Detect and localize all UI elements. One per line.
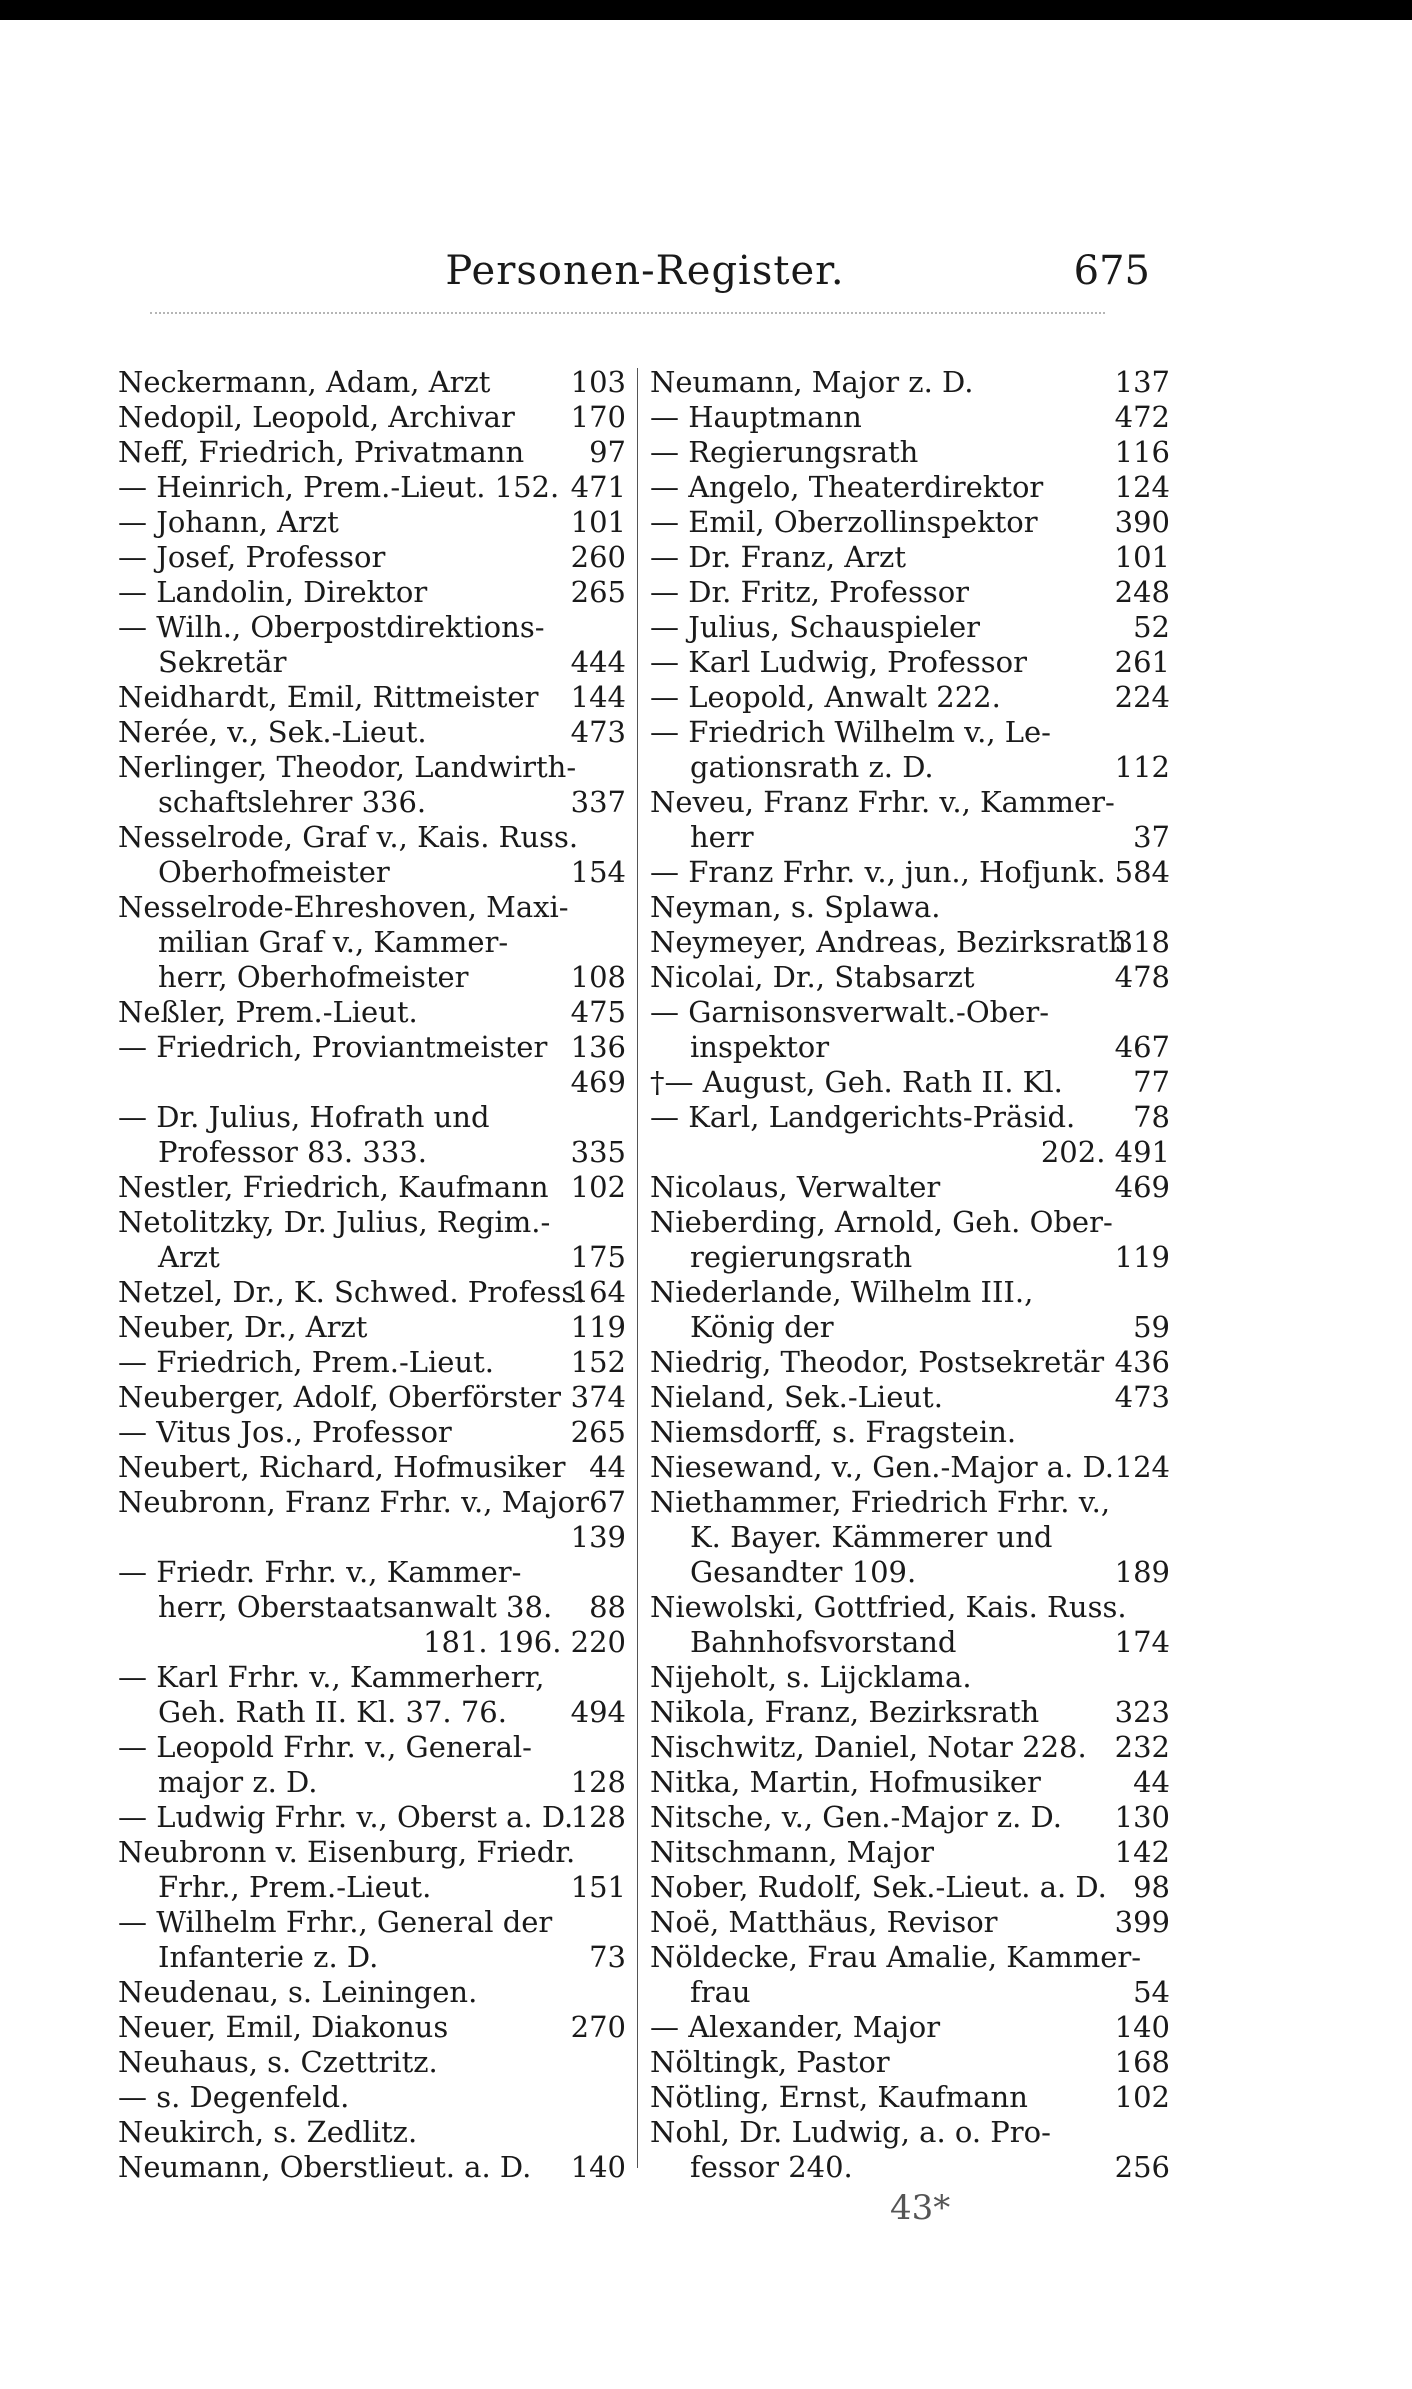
entry-pages: 119 — [570, 1310, 626, 1344]
entry-pages: 119 — [1114, 1240, 1170, 1274]
entry-name: Neßler, Prem.-Lieut. — [118, 995, 418, 1029]
entry-name: Neubronn, Franz Frhr. v., Major — [118, 1485, 590, 1519]
index-entry — [650, 1835, 1170, 1870]
index-entry — [118, 1275, 626, 1310]
index-entry — [118, 1660, 626, 1730]
entry-name: Nohl, Dr. Ludwig, a. o. Pro- — [650, 2115, 1051, 2149]
entry-name: — Friedrich, Proviantmeister — [118, 1030, 548, 1064]
entry-pages: 140 — [570, 2150, 626, 2184]
entry-pages: 473 — [570, 715, 626, 749]
entry-name: Nitschmann, Major — [650, 1835, 934, 1869]
entry-pages: 323 — [1114, 1695, 1170, 1729]
index-entry — [118, 2045, 626, 2080]
entry-pages-continuation: 181. 196. 220 — [423, 1625, 626, 1659]
index-entry — [650, 1800, 1170, 1835]
index-entry — [650, 1940, 1170, 2010]
entry-continuation: Arzt — [158, 1240, 220, 1274]
index-entry — [650, 1205, 1170, 1275]
index-entry — [650, 1870, 1170, 1905]
entry-name: Nerée, v., Sek.-Lieut. — [118, 715, 427, 749]
entry-pages: 399 — [1114, 1905, 1170, 1939]
entry-name: — Ludwig Frhr. v., Oberst a. D. — [118, 1800, 574, 1834]
entry-name: Nedopil, Leopold, Archivar — [118, 400, 515, 434]
entry-pages: 130 — [1114, 1800, 1170, 1834]
index-entry — [118, 1205, 626, 1275]
entry-pages: 97 — [589, 435, 626, 469]
index-entry — [650, 1730, 1170, 1765]
entry-pages: 124 — [1114, 470, 1170, 504]
index-entry — [118, 1485, 626, 1520]
entry-name: Netolitzky, Dr. Julius, Regim.- — [118, 1205, 551, 1239]
index-entry — [650, 610, 1170, 645]
entry-pages: 108 — [570, 960, 626, 994]
entry-pages: 494 — [570, 1695, 626, 1729]
index-entry — [650, 2115, 1170, 2185]
index-entry — [118, 1800, 626, 1835]
entry-continuation: Frhr., Prem.-Lieut. — [158, 1870, 432, 1904]
entry-continuation: Infanterie z. D. — [158, 1940, 379, 1974]
index-entry — [650, 1905, 1170, 1940]
index-entry — [118, 2010, 626, 2045]
entry-name: Nicolai, Dr., Stabsarzt — [650, 960, 975, 994]
entry-name: Nieland, Sek.-Lieut. — [650, 1380, 943, 1414]
entry-name: Neukirch, s. Zedlitz. — [118, 2115, 418, 2149]
entry-pages: 137 — [1114, 365, 1170, 399]
entry-name: — Wilh., Oberpostdirektions- — [118, 610, 545, 644]
entry-pages: 59 — [1133, 1310, 1170, 1344]
entry-name: Nesselrode, Graf v., Kais. Russ. — [118, 820, 579, 854]
index-entry — [650, 2080, 1170, 2115]
entry-pages: 37 — [1133, 820, 1170, 854]
entry-pages-continued — [118, 1065, 626, 1100]
entry-pages: 189 — [1114, 1555, 1170, 1589]
entry-pages: 174 — [1114, 1625, 1170, 1659]
entry-continuation: fessor 240. — [690, 2150, 853, 2184]
entry-continuation: Gesandter 109. — [690, 1555, 917, 1589]
index-entry — [118, 1905, 626, 1975]
entry-pages: 318 — [1114, 925, 1170, 959]
entry-name: Neubert, Richard, Hofmusiker — [118, 1450, 566, 1484]
entry-pages: 260 — [570, 540, 626, 574]
entry-pages-continued — [118, 1520, 626, 1555]
entry-continuation: herr, Oberstaatsanwalt 38. — [158, 1590, 553, 1624]
entry-pages-continuation: 202. 491 — [1040, 1135, 1170, 1169]
page-number: 675 — [1073, 248, 1150, 294]
entry-name: — Leopold, Anwalt 222. — [650, 680, 1001, 714]
index-entry — [650, 890, 1170, 925]
entry-pages: 444 — [570, 645, 626, 679]
entry-name: Niederlande, Wilhelm III., — [650, 1275, 1034, 1309]
entry-name: — Karl, Landgerichts-Präsid. — [650, 1100, 1076, 1134]
entry-name: Neveu, Franz Frhr. v., Kammer- — [650, 785, 1115, 819]
entry-name: †— August, Geh. Rath II. Kl. — [650, 1065, 1063, 1099]
entry-name: Netzel, Dr., K. Schwed. Profess. — [118, 1275, 586, 1309]
entry-name: Neubronn v. Eisenburg, Friedr. — [118, 1835, 576, 1869]
index-entry — [650, 645, 1170, 680]
entry-pages: 128 — [570, 1765, 626, 1799]
right-column — [650, 365, 1170, 2185]
index-entry — [650, 400, 1170, 435]
entry-continuation: K. Bayer. Kämmerer und — [690, 1520, 1053, 1554]
index-entry — [650, 1485, 1170, 1590]
entry-pages: 73 — [589, 1940, 626, 1974]
entry-pages: 88 — [589, 1590, 626, 1624]
entry-name: Neuberger, Adolf, Oberförster — [118, 1380, 562, 1414]
entry-pages: 136 — [570, 1030, 626, 1064]
entry-name: — Emil, Oberzollinspektor — [650, 505, 1038, 539]
header-divider — [150, 312, 1105, 314]
entry-name: — s. Degenfeld. — [118, 2080, 350, 2114]
index-entry — [118, 1975, 626, 2010]
entry-name: Nitka, Martin, Hofmusiker — [650, 1765, 1041, 1799]
index-entry — [118, 2115, 626, 2150]
index-entry — [118, 1450, 626, 1485]
entry-name: — Vitus Jos., Professor — [118, 1415, 452, 1449]
entry-name: Neuber, Dr., Arzt — [118, 1310, 368, 1344]
index-entry — [650, 1275, 1170, 1345]
entry-pages: 335 — [570, 1135, 626, 1169]
entry-continuation: frau — [690, 1975, 751, 2009]
index-entry — [650, 1345, 1170, 1380]
entry-pages: 142 — [1114, 1835, 1170, 1869]
entry-pages: 175 — [570, 1240, 626, 1274]
entry-continuation: König der — [690, 1310, 834, 1344]
entry-name: Neuer, Emil, Diakonus — [118, 2010, 449, 2044]
entry-continuation: inspektor — [690, 1030, 830, 1064]
entry-pages: 472 — [1114, 400, 1170, 434]
entry-pages: 78 — [1133, 1100, 1170, 1134]
page-title: Personen-Register. — [445, 248, 845, 294]
entry-name: — Leopold Frhr. v., General- — [118, 1730, 532, 1764]
entry-name: Neumann, Oberstlieut. a. D. — [118, 2150, 532, 2184]
index-entry — [650, 2010, 1170, 2045]
entry-name: Niethammer, Friedrich Frhr. v., — [650, 1485, 1111, 1519]
entry-pages: 44 — [1133, 1765, 1170, 1799]
entry-name: Nijeholt, s. Lijcklama. — [650, 1660, 972, 1694]
index-entry — [650, 2045, 1170, 2080]
entry-pages: 232 — [1114, 1730, 1170, 1764]
index-entry — [118, 715, 626, 750]
entry-name: — Dr. Fritz, Professor — [650, 575, 970, 609]
entry-pages: 471 — [570, 470, 626, 504]
entry-continuation: Geh. Rath II. Kl. 37. 76. — [158, 1695, 507, 1729]
entry-continuation: milian Graf v., Kammer- — [158, 925, 509, 959]
entry-continuation: Professor 83. 333. — [158, 1135, 427, 1169]
entry-pages: 475 — [570, 995, 626, 1029]
index-entry — [118, 1730, 626, 1800]
entry-name: Neuhaus, s. Czettritz. — [118, 2045, 438, 2079]
entry-name: Nober, Rudolf, Sek.-Lieut. a. D. — [650, 1870, 1107, 1904]
entry-pages: 473 — [1114, 1380, 1170, 1414]
entry-name: Niedrig, Theodor, Postsekretär — [650, 1345, 1105, 1379]
entry-pages-continued — [118, 1625, 626, 1660]
column-divider — [637, 368, 638, 2168]
entry-pages-continuation: 469 — [570, 1065, 626, 1099]
entry-continuation: Sekretär — [158, 645, 287, 679]
index-entry — [650, 1100, 1170, 1135]
index-entry — [118, 750, 626, 820]
entry-pages: 44 — [589, 1450, 626, 1484]
index-entry — [118, 890, 626, 995]
index-entry — [118, 470, 626, 505]
entry-name: — Johann, Arzt — [118, 505, 339, 539]
entry-name: Neyman, s. Splawa. — [650, 890, 941, 924]
index-entry — [650, 1170, 1170, 1205]
entry-pages-continued — [650, 1135, 1170, 1170]
entry-name: Nikola, Franz, Bezirksrath — [650, 1695, 1040, 1729]
entry-pages: 436 — [1114, 1345, 1170, 1379]
entry-pages: 101 — [570, 505, 626, 539]
entry-pages: 170 — [570, 400, 626, 434]
index-entry — [650, 435, 1170, 470]
entry-name: Neudenau, s. Leiningen. — [118, 1975, 478, 2009]
entry-pages: 374 — [570, 1380, 626, 1414]
index-entry — [650, 575, 1170, 610]
entry-name: — Dr. Julius, Hofrath und — [118, 1100, 490, 1134]
entry-continuation: herr — [690, 820, 754, 854]
index-entry — [118, 610, 626, 680]
entry-name: Neff, Friedrich, Privatmann — [118, 435, 525, 469]
entry-pages: 77 — [1133, 1065, 1170, 1099]
printer-signature: 43* — [890, 2188, 951, 2228]
entry-pages: 248 — [1114, 575, 1170, 609]
index-entry — [118, 1380, 626, 1415]
entry-pages: 265 — [570, 575, 626, 609]
entry-pages: 270 — [570, 2010, 626, 2044]
index-entry — [650, 680, 1170, 715]
index-entry — [650, 1380, 1170, 1415]
entry-name: — Friedrich, Prem.-Lieut. — [118, 1345, 494, 1379]
entry-name: — Wilhelm Frhr., General der — [118, 1905, 553, 1939]
index-entry — [118, 1030, 626, 1065]
entry-pages: 164 — [570, 1275, 626, 1309]
index-entry — [650, 505, 1170, 540]
index-entry — [118, 435, 626, 470]
index-entry — [118, 1170, 626, 1205]
entry-pages: 478 — [1114, 960, 1170, 994]
entry-name: Nöldecke, Frau Amalie, Kammer- — [650, 1940, 1142, 1974]
index-entry — [118, 1310, 626, 1345]
index-entry — [118, 400, 626, 435]
entry-pages: 168 — [1114, 2045, 1170, 2079]
index-entry — [650, 540, 1170, 575]
index-entry — [118, 2150, 626, 2185]
entry-name: — Franz Frhr. v., jun., Hofjunk. — [650, 855, 1106, 889]
entry-continuation: regierungsrath — [690, 1240, 913, 1274]
entry-pages: 67 — [589, 1485, 626, 1519]
entry-pages: 584 — [1114, 855, 1170, 889]
entry-name: Nöltingk, Pastor — [650, 2045, 890, 2079]
entry-pages: 261 — [1114, 645, 1170, 679]
left-column — [118, 365, 626, 2185]
index-entry — [650, 1065, 1170, 1100]
entry-pages: 151 — [570, 1870, 626, 1904]
entry-pages: 102 — [570, 1170, 626, 1204]
index-entry — [650, 1765, 1170, 1800]
entry-name: — Garnisonsverwalt.-Ober- — [650, 995, 1050, 1029]
entry-pages: 224 — [1114, 680, 1170, 714]
index-entry — [118, 820, 626, 890]
index-entry — [118, 505, 626, 540]
entry-continuation: gationsrath z. D. — [690, 750, 934, 784]
index-entry — [650, 960, 1170, 995]
entry-name: Neidhardt, Emil, Rittmeister — [118, 680, 539, 714]
entry-continuation: schaftslehrer 336. — [158, 785, 427, 819]
index-entry — [650, 365, 1170, 400]
index-entry — [650, 715, 1170, 785]
index-entry — [650, 995, 1170, 1065]
entry-pages: 390 — [1114, 505, 1170, 539]
index-entry — [118, 995, 626, 1030]
index-entry — [118, 1835, 626, 1905]
entry-pages: 102 — [1114, 2080, 1170, 2114]
index-entry — [118, 1555, 626, 1625]
entry-name: — Alexander, Major — [650, 2010, 941, 2044]
entry-pages: 256 — [1114, 2150, 1170, 2184]
entry-name: — Regierungsrath — [650, 435, 919, 469]
entry-continuation: herr, Oberhofmeister — [158, 960, 469, 994]
entry-name: Nicolaus, Verwalter — [650, 1170, 941, 1204]
entry-pages: 103 — [570, 365, 626, 399]
entry-name: Nischwitz, Daniel, Notar 228. — [650, 1730, 1087, 1764]
entry-pages: 128 — [570, 1800, 626, 1834]
index-entry — [650, 925, 1170, 960]
entry-name: — Karl Ludwig, Professor — [650, 645, 1027, 679]
index-entry — [118, 365, 626, 400]
index-entry — [118, 680, 626, 715]
entry-name: Nerlinger, Theodor, Landwirth- — [118, 750, 577, 784]
index-entry — [650, 1660, 1170, 1695]
entry-name: Niemsdorff, s. Fragstein. — [650, 1415, 1017, 1449]
entry-continuation: Bahnhofsvorstand — [690, 1625, 957, 1659]
entry-pages: 265 — [570, 1415, 626, 1449]
entry-name: — Dr. Franz, Arzt — [650, 540, 906, 574]
entry-pages: 467 — [1114, 1030, 1170, 1064]
entry-name: Nitsche, v., Gen.-Major z. D. — [650, 1800, 1062, 1834]
entry-pages: 144 — [570, 680, 626, 714]
index-entry — [650, 1415, 1170, 1450]
index-entry — [650, 1450, 1170, 1485]
index-entry — [118, 540, 626, 575]
entry-continuation: major z. D. — [158, 1765, 318, 1799]
index-entry — [650, 1590, 1170, 1660]
entry-name: Neumann, Major z. D. — [650, 365, 974, 399]
entry-pages: 112 — [1114, 750, 1170, 784]
entry-name: Neymeyer, Andreas, Bezirksrath — [650, 925, 1127, 959]
entry-name: — Landolin, Direktor — [118, 575, 428, 609]
entry-pages-continuation: 139 — [570, 1520, 626, 1554]
entry-pages: 54 — [1133, 1975, 1170, 2009]
entry-name: — Hauptmann — [650, 400, 862, 434]
index-entry — [650, 470, 1170, 505]
entry-name: Nieberding, Arnold, Geh. Ober- — [650, 1205, 1113, 1239]
entry-pages: 116 — [1114, 435, 1170, 469]
index-entry — [118, 1415, 626, 1450]
entry-name: Nestler, Friedrich, Kaufmann — [118, 1170, 549, 1204]
entry-pages: 140 — [1114, 2010, 1170, 2044]
entry-continuation: Oberhofmeister — [158, 855, 390, 889]
entry-name: Noë, Matthäus, Revisor — [650, 1905, 998, 1939]
entry-pages: 101 — [1114, 540, 1170, 574]
index-entry — [650, 785, 1170, 855]
index-entry — [118, 1345, 626, 1380]
index-entry — [118, 575, 626, 610]
entry-name: — Karl Frhr. v., Kammerherr, — [118, 1660, 545, 1694]
entry-name: — Friedrich Wilhelm v., Le- — [650, 715, 1051, 749]
top-border — [0, 0, 1412, 20]
entry-name: Nötling, Ernst, Kaufmann — [650, 2080, 1028, 2114]
entry-pages: 98 — [1133, 1870, 1170, 1904]
entry-name: Niesewand, v., Gen.-Major a. D. — [650, 1450, 1114, 1484]
entry-name: — Angelo, Theaterdirektor — [650, 470, 1044, 504]
index-entry — [118, 1100, 626, 1170]
entry-name: Nesselrode-Ehreshoven, Maxi- — [118, 890, 569, 924]
entry-name: — Julius, Schauspieler — [650, 610, 981, 644]
index-entry — [650, 855, 1170, 890]
entry-pages: 154 — [570, 855, 626, 889]
entry-pages: 469 — [1114, 1170, 1170, 1204]
entry-pages: 52 — [1133, 610, 1170, 644]
entry-name: — Heinrich, Prem.-Lieut. 152. — [118, 470, 560, 504]
entry-pages: 152 — [570, 1345, 626, 1379]
entry-pages: 124 — [1114, 1450, 1170, 1484]
entry-name: — Josef, Professor — [118, 540, 386, 574]
entry-name: Neckermann, Adam, Arzt — [118, 365, 491, 399]
index-entry — [650, 1695, 1170, 1730]
entry-name: Niewolski, Gottfried, Kais. Russ. — [650, 1590, 1127, 1624]
index-entry — [118, 2080, 626, 2115]
entry-pages: 337 — [570, 785, 626, 819]
page-header — [140, 248, 1150, 308]
entry-name: — Friedr. Frhr. v., Kammer- — [118, 1555, 522, 1589]
